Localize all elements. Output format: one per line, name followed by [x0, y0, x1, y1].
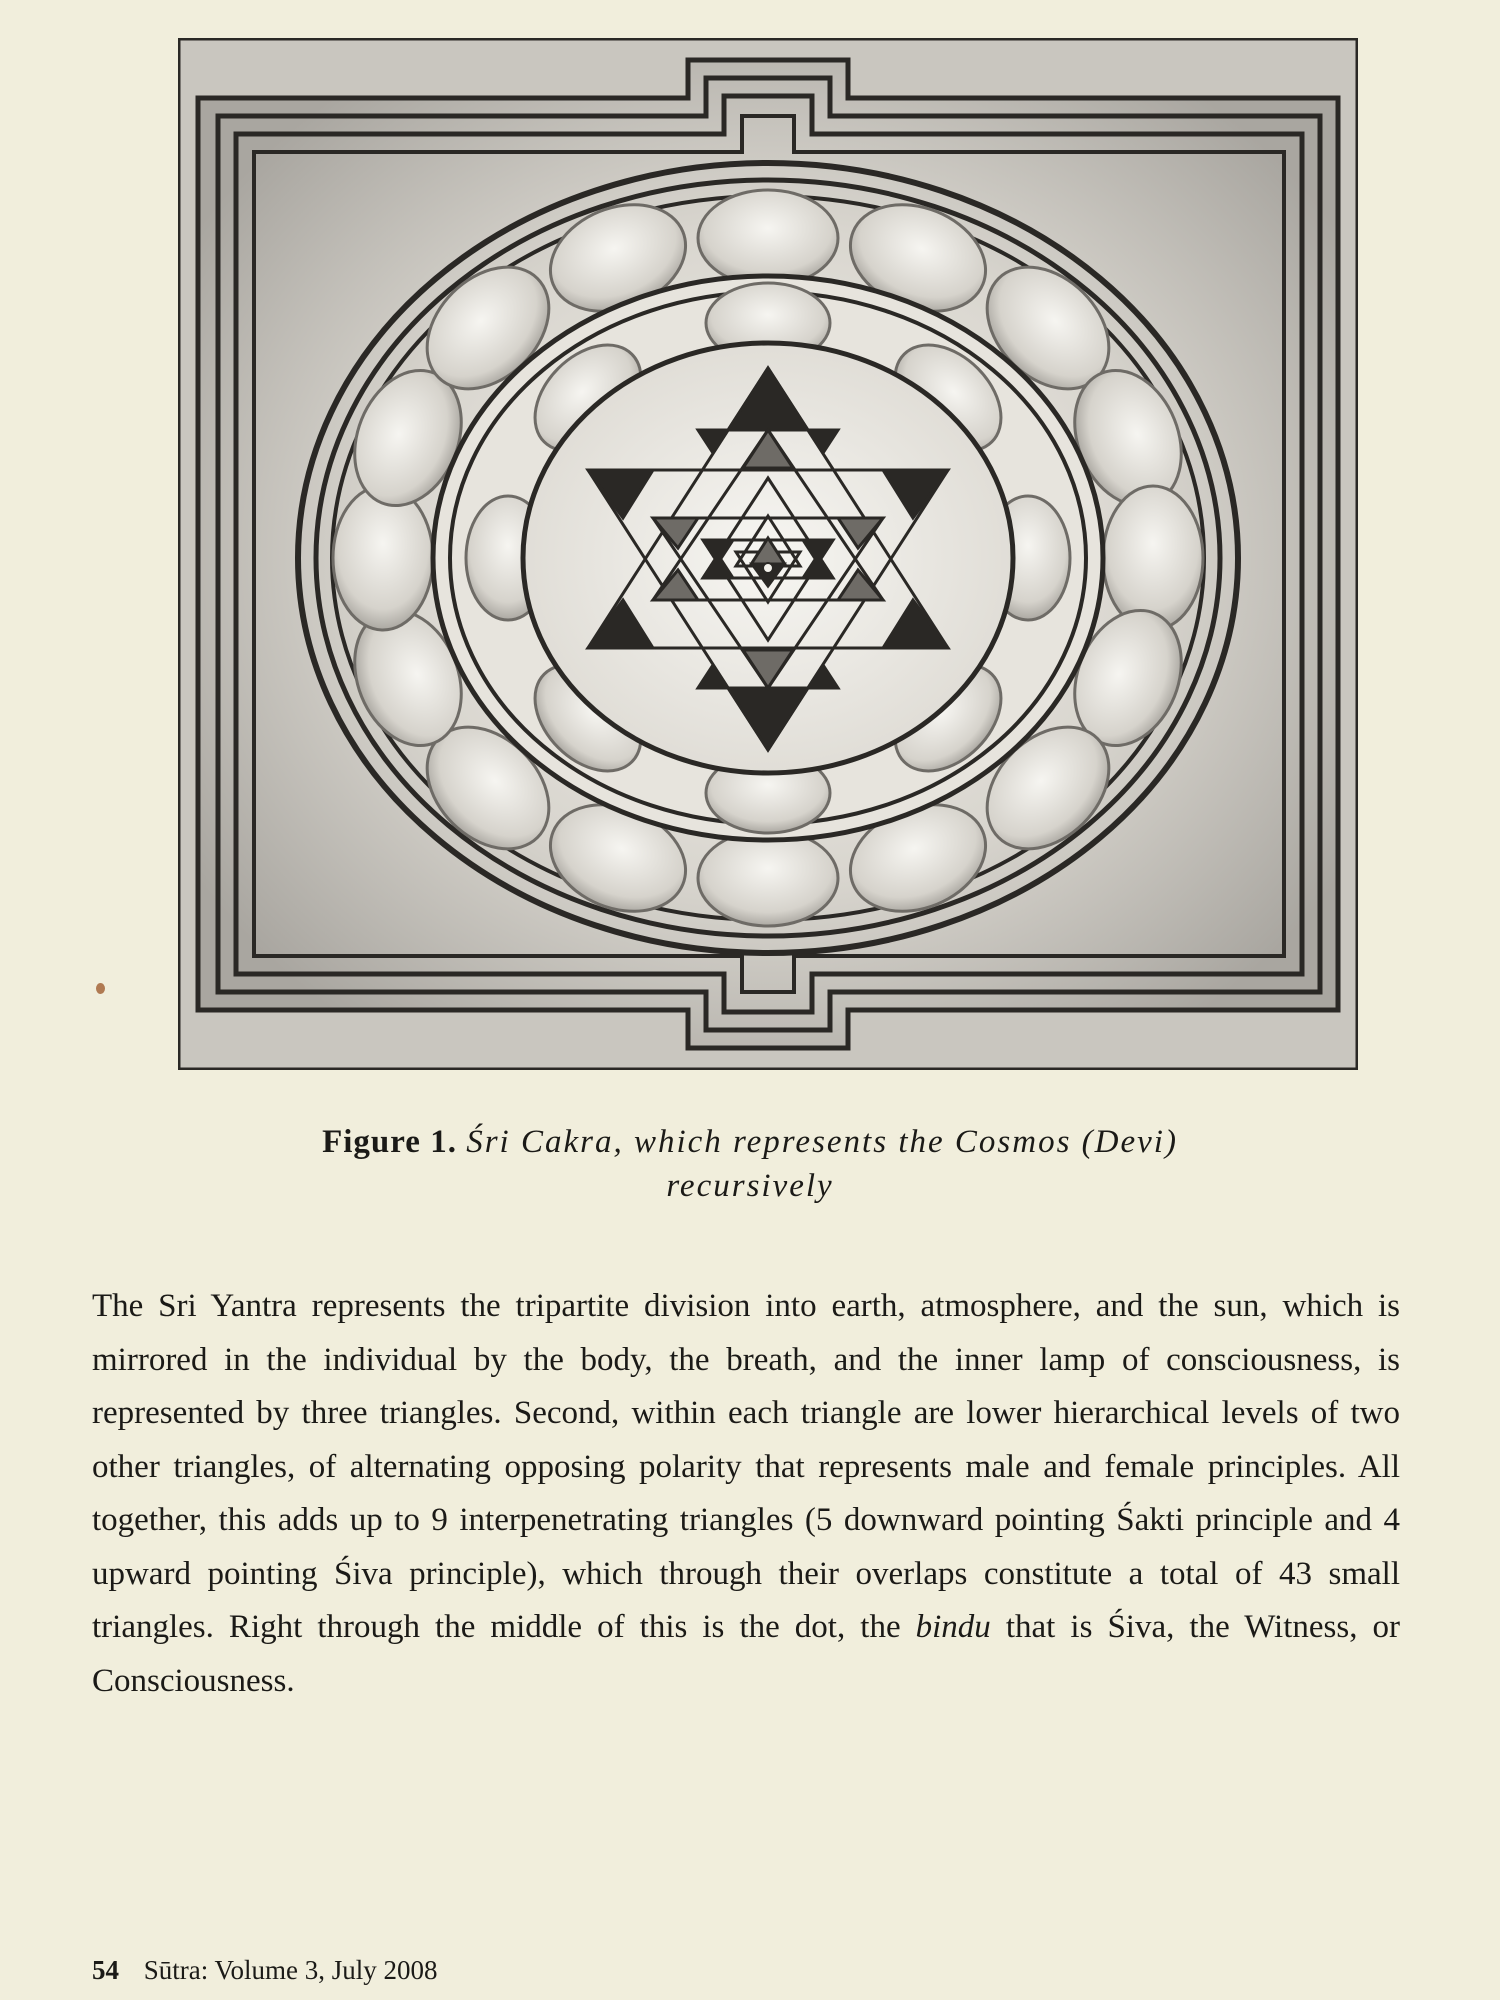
body-text-part-1: The Sri Yantra represents the tripartite division into earth, atmosphere, and the sun, which is mirrored in the individual by the body, the breath, and the inner lamp of consciousness, is represented by three triangles. Second, within each triangle are lower hierarchical levels of two other triangles, of alternating opposing polarity that represents male and female principles. All together, this adds up to 9 interpenetrating triangles (5 downward pointing Śakti principle and 4 upward pointing Śiva principle), which through their overlaps constitute a total of 43 small triangles. Right through the middle of this is the dot, the [92, 1288, 1400, 1645]
figure-label: Figure 1. [322, 1124, 457, 1160]
body-text-part-2: that is Śiva, the Witness, or Consciousness. [92, 1609, 1400, 1699]
body-paragraph [92, 1280, 1400, 1708]
page-footer [92, 1955, 438, 1985]
caption-line-1 [120, 1120, 1380, 1164]
page-number: 54 [92, 1955, 119, 1985]
paper-speck [96, 983, 105, 994]
caption-line-2: recursively [666, 1168, 834, 1204]
caption-text-1: Śri Cakra, which represents the Cosmos (Devi) [466, 1124, 1178, 1160]
body-text-emphasis: bindu [915, 1609, 991, 1645]
sri-cakra-figure [178, 38, 1358, 1070]
journal-citation: Sūtra: Volume 3, July 2008 [143, 1955, 438, 1985]
figure-caption [120, 1120, 1380, 1208]
sri-yantra-diagram [178, 38, 1358, 1070]
